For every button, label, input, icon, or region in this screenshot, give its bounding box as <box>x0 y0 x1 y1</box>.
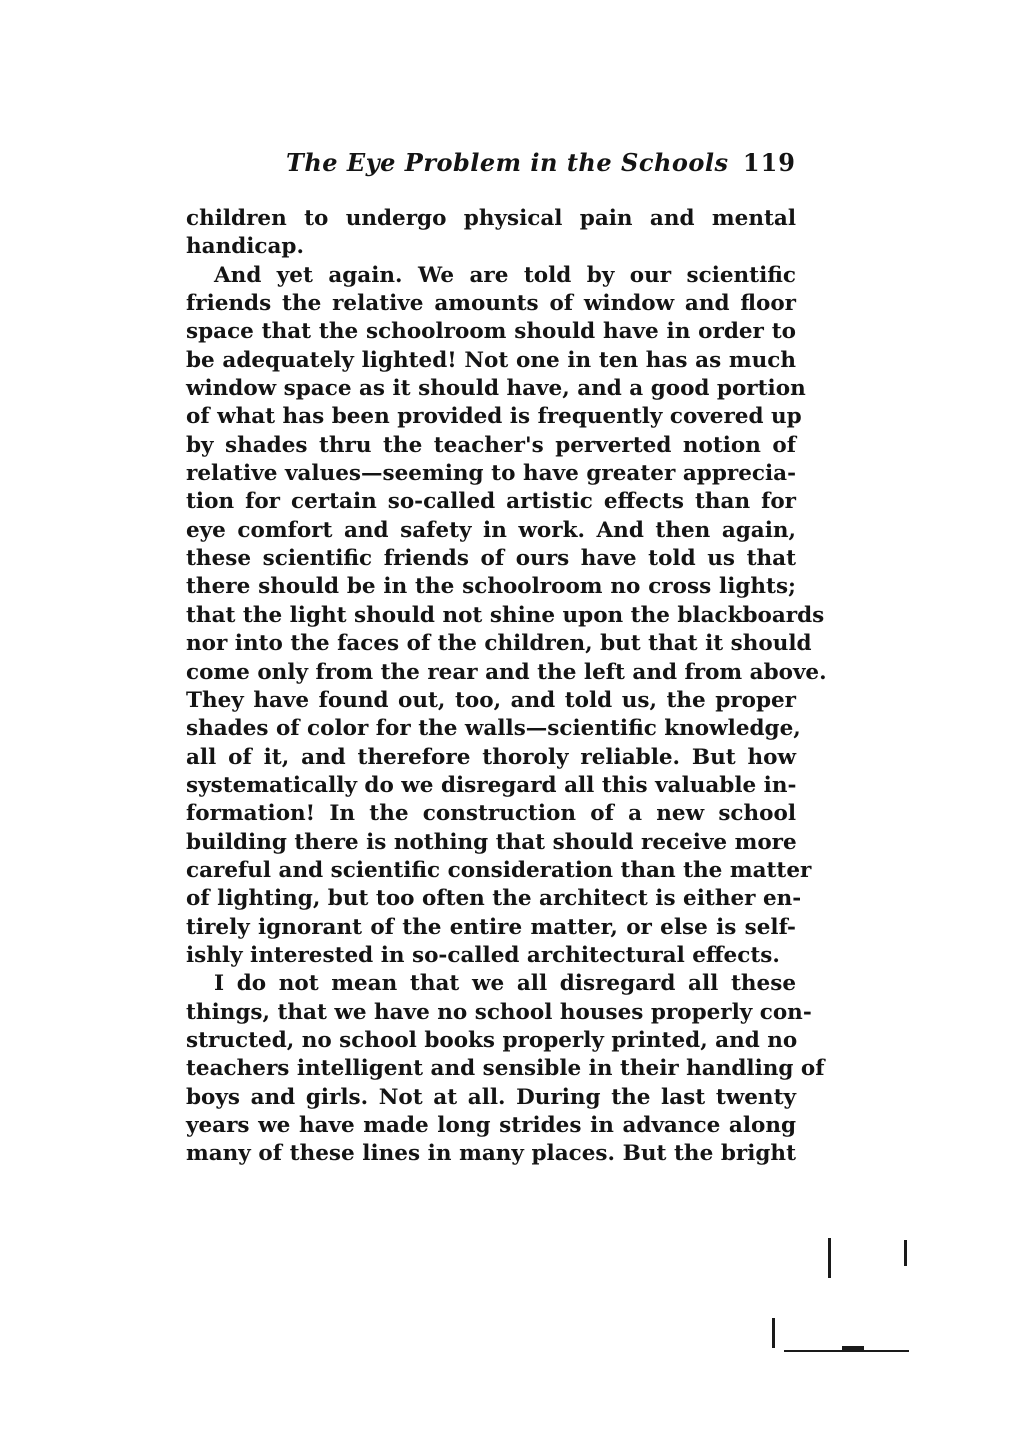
text-line: all of it, and therefore thoroly reliable. But how <box>186 744 796 770</box>
text-line: structed, no school books properly printed, and no <box>186 1027 798 1053</box>
text-line: teachers intelligent and sensible in their handling of <box>186 1056 825 1082</box>
scan-artifact-marks <box>760 1230 920 1370</box>
scan-mark <box>772 1318 775 1348</box>
text-line: tirely ignorant of the entire matter, or else is self- <box>186 914 796 940</box>
text-line: things, that we have no school houses properly con- <box>186 999 812 1025</box>
text-line: I do not mean that we all disregard all these <box>214 971 796 997</box>
text-line: be adequately lighted! Not one in ten has as much <box>186 347 796 373</box>
text-line: ishly interested in so-called architectural effects. <box>186 942 780 968</box>
text-line: They have found out, too, and told us, the proper <box>186 687 796 713</box>
text-line: window space as it should have, and a good portion <box>186 376 806 402</box>
text-line: of lighting, but too often the architect is either en- <box>186 886 802 912</box>
text-line: come only from the rear and the left and from above. <box>186 659 827 685</box>
text-line: nor into the faces of the children, but that it should <box>186 631 812 657</box>
text-line: shades of color for the walls—scientific knowledge, <box>186 716 801 742</box>
running-head <box>186 148 796 182</box>
text-line: building there is nothing that should receive more <box>186 829 797 855</box>
text-line: tion for certain so-called artistic effects than for <box>186 489 796 515</box>
text-line: boys and girls. Not at all. During the last twenty <box>186 1084 796 1110</box>
text-line: friends the relative amounts of window and floor <box>186 291 796 317</box>
text-line: children to undergo physical pain and mental <box>186 206 796 231</box>
text-line: these scientific friends of ours have told us that <box>186 546 796 572</box>
text-line: formation! In the construction of a new school <box>186 801 796 827</box>
text-line: careful and scientific consideration than the matter <box>186 857 812 883</box>
text-line: there should be in the schoolroom no cross lights; <box>186 574 796 600</box>
text-line: that the light should not shine upon the blackboards <box>186 602 825 628</box>
text-line: systematically do we disregard all this valuable in- <box>186 772 797 798</box>
body-text <box>186 205 827 1169</box>
text-line: And yet again. We are told by our scientific <box>214 262 796 288</box>
page-number: 119 <box>742 148 796 177</box>
text-line: of what has been provided is frequently covered up <box>186 404 802 430</box>
text-line: years we have made long strides in advance along <box>186 1113 796 1138</box>
text-line: eye comfort and safety in work. And then again, <box>186 517 796 543</box>
running-title: The Eye Problem in the Schools <box>286 148 729 177</box>
text-line: by shades thru the teacher's perverted notion of <box>186 432 796 458</box>
text-line: space that the schoolroom should have in order to <box>186 319 796 345</box>
text-line: handicap. <box>186 234 304 260</box>
text-line: relative values—seeming to have greater apprecia- <box>186 461 796 487</box>
scan-mark <box>828 1238 831 1278</box>
scan-smudge <box>842 1346 864 1350</box>
scan-rule <box>784 1350 909 1352</box>
scan-mark <box>904 1240 907 1266</box>
text-line: many of these lines in many places. But the bright <box>186 1141 796 1167</box>
